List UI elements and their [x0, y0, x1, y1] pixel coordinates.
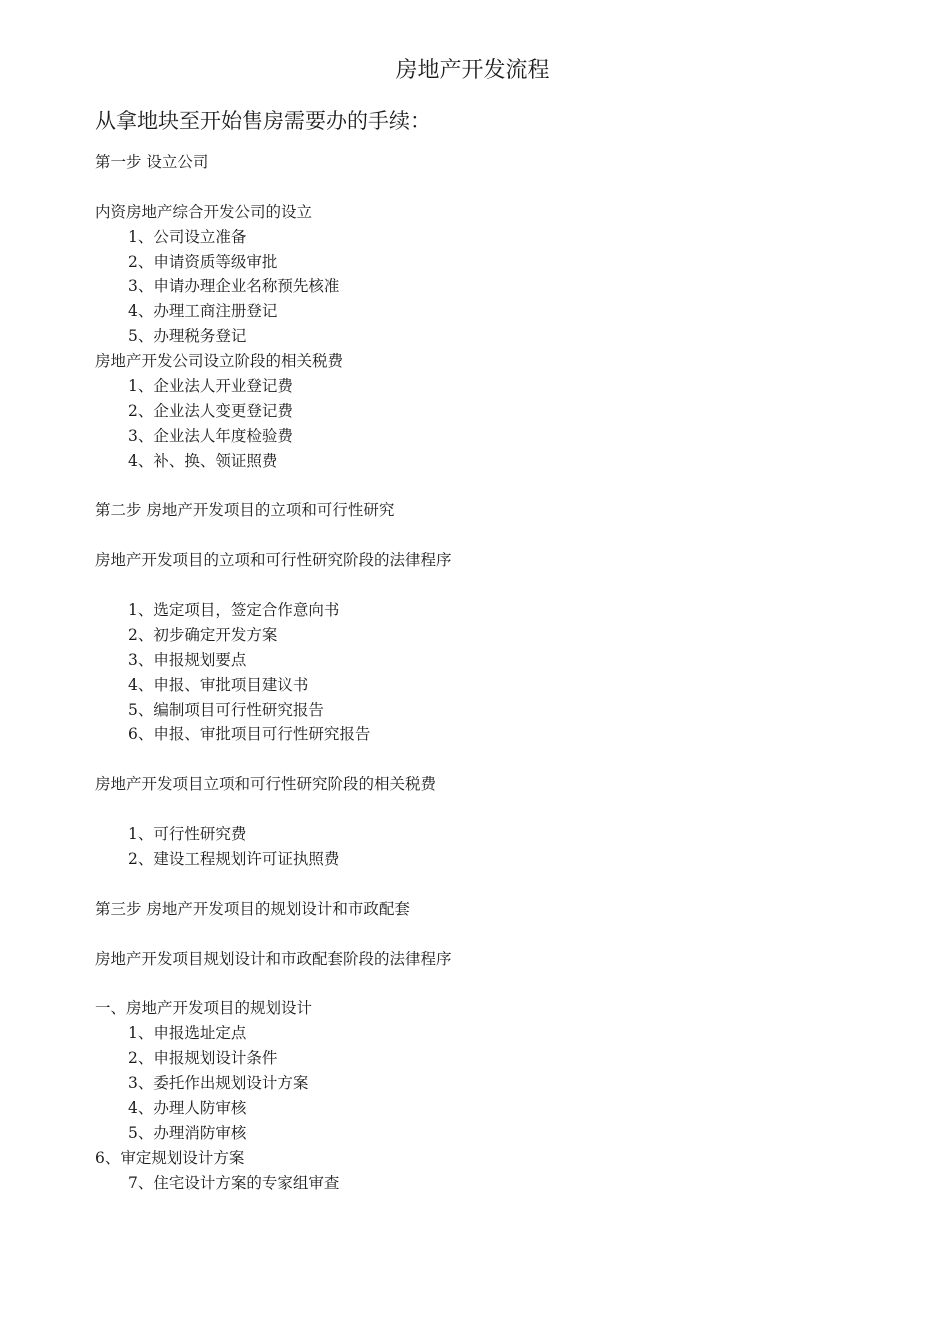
- blank-line: [95, 971, 895, 996]
- list-item: 6、审定规划设计方案: [95, 1148, 245, 1167]
- list-item: 3、委托作出规划设计方案: [128, 1073, 309, 1092]
- list-item: 4、办理工商注册登记: [128, 302, 278, 321]
- document-body: [95, 150, 895, 1195]
- list-item: 2、企业法人变更登记费: [128, 401, 293, 420]
- blank-line: [95, 474, 895, 499]
- list-item: 2、申请资质等级审批: [128, 252, 278, 271]
- list-item: 2、初步确定开发方案: [128, 625, 278, 644]
- list-item: 6、申报、审批项目可行性研究报告: [128, 725, 371, 744]
- list-item: 1、申报选址定点: [128, 1024, 247, 1043]
- blank-line: [95, 175, 895, 200]
- list-item: 1、公司设立准备: [128, 227, 247, 246]
- step3-heading: 第三步 房地产开发项目的规划设计和市政配套: [95, 899, 410, 918]
- list-item: 1、选定项目，签定合作意向书: [128, 601, 340, 620]
- list-item: 1、企业法人开业登记费: [128, 377, 293, 396]
- blank-line: [95, 573, 895, 598]
- step2-heading: 第二步 房地产开发项目的立项和可行性研究: [95, 501, 395, 520]
- blank-line: [95, 747, 895, 772]
- step2-section2-title: 房地产开发项目立项和可行性研究阶段的相关税费: [95, 775, 437, 794]
- list-item: 4、补、换、领证照费: [128, 451, 278, 470]
- blank-line: [95, 922, 895, 947]
- list-item: 2、申报规划设计条件: [128, 1049, 278, 1068]
- list-item: 2、建设工程规划许可证执照费: [128, 849, 340, 868]
- blank-line: [95, 872, 895, 897]
- step3-section1-title: 房地产开发项目规划设计和市政配套阶段的法律程序: [95, 949, 452, 968]
- list-item: 3、申报规划要点: [128, 650, 247, 669]
- step1-heading: 第一步 设立公司: [95, 153, 209, 171]
- list-item: 1、可行性研究费: [128, 825, 247, 844]
- list-item: 4、申报、审批项目建议书: [128, 675, 309, 694]
- list-item: 5、办理消防审核: [128, 1123, 247, 1142]
- step3-part1-title: 一、房地产开发项目的规划设计: [95, 999, 313, 1018]
- list-item: 5、办理税务登记: [128, 327, 247, 346]
- list-item: 3、申请办理企业名称预先核准: [128, 277, 340, 296]
- step1-section2-title: 房地产开发公司设立阶段的相关税费: [95, 352, 344, 371]
- list-item: 7、住宅设计方案的专家组审查: [128, 1173, 340, 1192]
- list-item: 5、编制项目可行性研究报告: [128, 700, 324, 719]
- document-title: 房地产开发流程: [395, 58, 550, 83]
- document-subtitle: 从拿地块至开始售房需要办的手续：: [95, 109, 431, 133]
- list-item: 4、办理人防审核: [128, 1098, 247, 1117]
- list-item: 3、企业法人年度检验费: [128, 426, 293, 445]
- step2-section1-title: 房地产开发项目的立项和可行性研究阶段的法律程序: [95, 551, 452, 570]
- step1-section1-title: 内资房地产综合开发公司的设立: [95, 202, 313, 221]
- blank-line: [95, 797, 895, 822]
- blank-line: [95, 523, 895, 548]
